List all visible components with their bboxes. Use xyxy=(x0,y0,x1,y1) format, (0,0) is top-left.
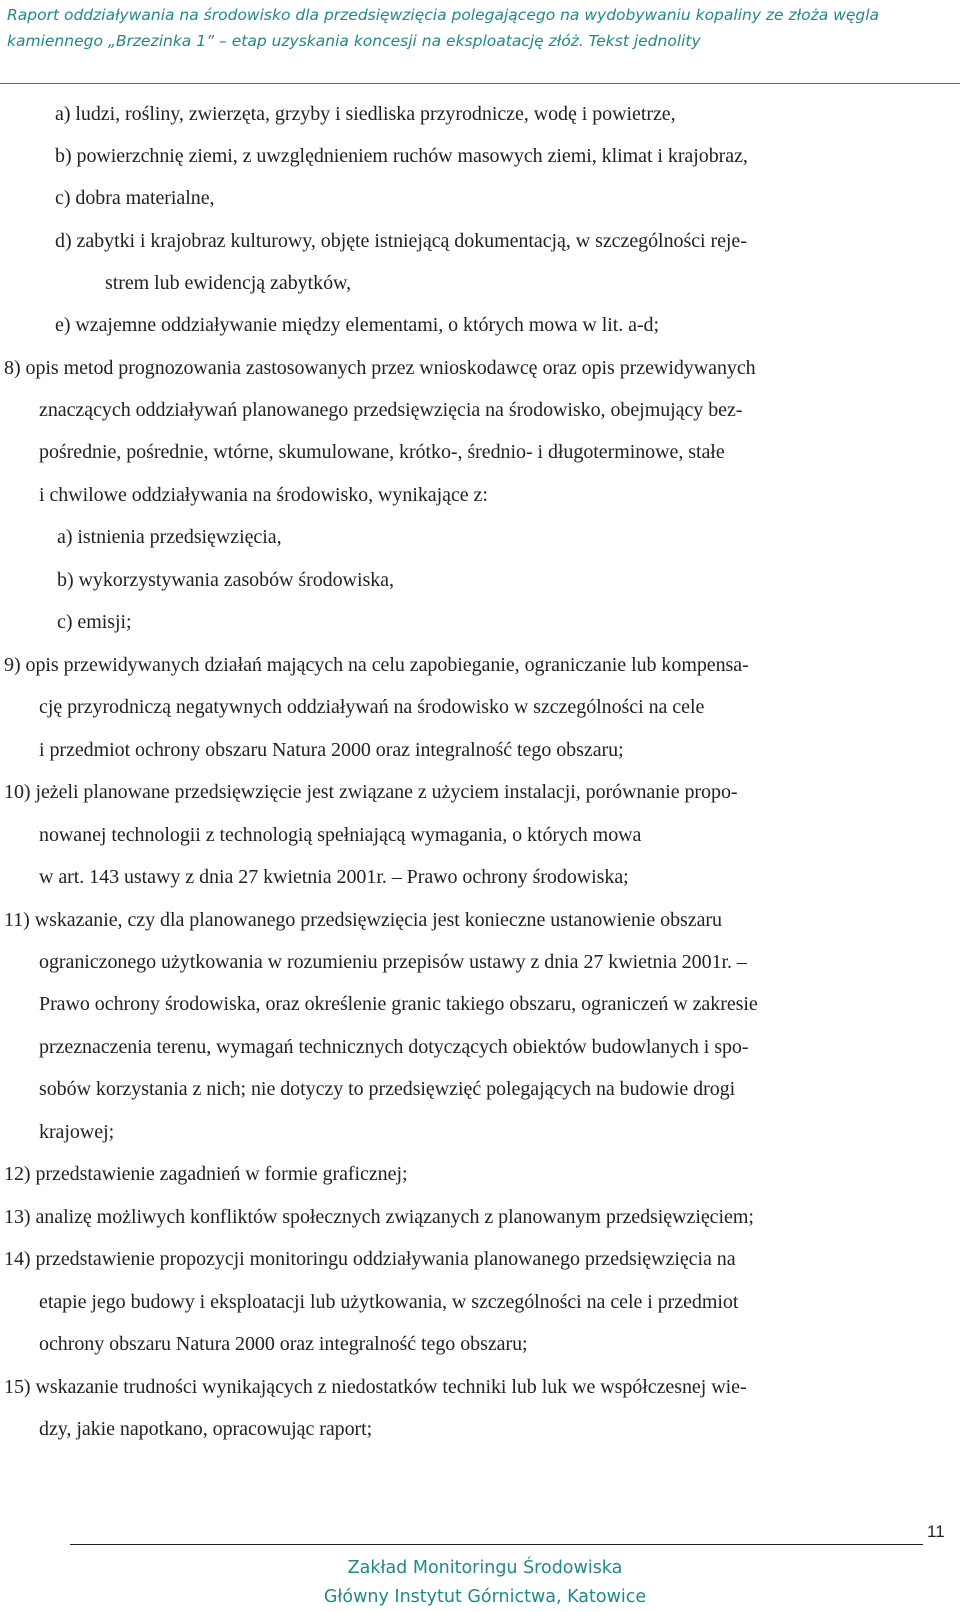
list-item-13: 13) analizę możliwych konfliktów społecznych związanych z planowanym przedsięwzięciem; xyxy=(4,1206,754,1228)
list-item-11-cont-1: ograniczonego użytkowania w rozumieniu przepisów ustawy z dnia 27 kwietnia 2001r. – xyxy=(39,951,747,973)
list-item-12: 12) przedstawienie zagadnień w formie graficznej; xyxy=(4,1163,408,1185)
list-item-7d: d) zabytki i krajobraz kulturowy, objęte istniejącą dokumentacją, w szczególności reje- xyxy=(55,230,747,252)
document-footer xyxy=(0,1554,960,1612)
list-item-15-cont-1: dzy, jakie napotkano, opracowując raport; xyxy=(39,1418,373,1440)
footer-line-1: Zakład Monitoringu Środowiska xyxy=(347,1558,623,1578)
list-item-14-cont-1: etapie jego budowy i eksploatacji lub użytkowania, w szczególności na cele i przedmiot xyxy=(39,1291,739,1313)
list-item-11: 11) wskazanie, czy dla planowanego przedsięwzięcia jest konieczne ustanowienie obszaru xyxy=(4,909,722,931)
list-item-7a: a) ludzi, rośliny, zwierzęta, grzyby i siedliska przyrodnicze, wodę i powietrze, xyxy=(55,103,676,125)
header-divider xyxy=(0,83,960,84)
list-item-11-cont-4: sobów korzystania z nich; nie dotyczy to przedsięwzięć polegających na budowie drogi xyxy=(39,1078,736,1100)
list-item-8b: b) wykorzystywania zasobów środowiska, xyxy=(57,569,394,591)
list-item-7e: e) wzajemne oddziaływanie między elementami, o których mowa w lit. a-d; xyxy=(55,314,660,336)
list-item-10-cont-1: nowanej technologii z technologią spełniającą wymagania, o których mowa xyxy=(39,824,642,846)
list-item-10-cont-2: w art. 143 ustawy z dnia 27 kwietnia 2001r. – Prawo ochrony środowiska; xyxy=(39,866,629,888)
list-item-10: 10) jeżeli planowane przedsięwzięcie jest związane z użyciem instalacji, porównanie propo- xyxy=(4,781,738,803)
list-item-8a: a) istnienia przedsięwzięcia, xyxy=(57,526,282,548)
list-item-8-cont-1: znaczących oddziaływań planowanego przedsięwzięcia na środowisko, obejmujący bez- xyxy=(39,399,743,421)
list-item-15: 15) wskazanie trudności wynikających z niedostatków techniki lub luk we współczesnej wie- xyxy=(4,1376,747,1398)
list-item-7b: b) powierzchnię ziemi, z uwzględnieniem ruchów masowych ziemi, klimat i krajobraz, xyxy=(55,145,748,167)
list-item-9-cont-2: i przedmiot ochrony obszaru Natura 2000 oraz integralność tego obszaru; xyxy=(39,739,624,761)
list-item-7c: c) dobra materialne, xyxy=(55,187,215,209)
list-item-11-cont-5: krajowej; xyxy=(39,1121,115,1143)
list-item-9: 9) opis przewidywanych działań mających na celu zapobieganie, ograniczanie lub kompensa- xyxy=(4,654,749,676)
footer-divider xyxy=(70,1544,923,1545)
document-header xyxy=(7,2,952,54)
list-item-14-cont-2: ochrony obszaru Natura 2000 oraz integralność tego obszaru; xyxy=(39,1333,528,1355)
list-item-8c: c) emisji; xyxy=(57,611,132,633)
header-line-2: kamiennego „Brzezinka 1” – etap uzyskania koncesji na eksploatację złóż. Tekst jednolity xyxy=(7,32,701,50)
list-item-7d-cont: strem lub ewidencją zabytków, xyxy=(105,272,352,294)
list-item-8-cont-3: i chwilowe oddziaływania na środowisko, wynikające z: xyxy=(39,484,488,506)
list-item-8: 8) opis metod prognozowania zastosowanych przez wnioskodawcę oraz opis przewidywanych xyxy=(4,357,756,379)
list-item-9-cont-1: cję przyrodniczą negatywnych oddziaływań na środowisko w szczególności na cele xyxy=(39,696,705,718)
list-item-14: 14) przedstawienie propozycji monitoringu oddziaływania planowanego przedsięwzięcia na xyxy=(4,1248,736,1270)
footer-line-2: Główny Instytut Górnictwa, Katowice xyxy=(323,1587,647,1607)
list-item-11-cont-3: przeznaczenia terenu, wymagań technicznych dotyczących obiektów budowlanych i spo- xyxy=(39,1036,749,1058)
list-item-11-cont-2: Prawo ochrony środowiska, oraz określenie granic takiego obszaru, ograniczeń w zakresie xyxy=(39,993,758,1015)
page-number: 11 xyxy=(927,1522,945,1541)
list-item-8-cont-2: pośrednie, pośrednie, wtórne, skumulowane, krótko-, średnio- i długoterminowe, stałe xyxy=(39,441,725,463)
header-line-1: Raport oddziaływania na środowisko dla przedsięwzięcia polegającego na wydobywaniu kopaliny ze złoża węgla xyxy=(7,6,880,24)
